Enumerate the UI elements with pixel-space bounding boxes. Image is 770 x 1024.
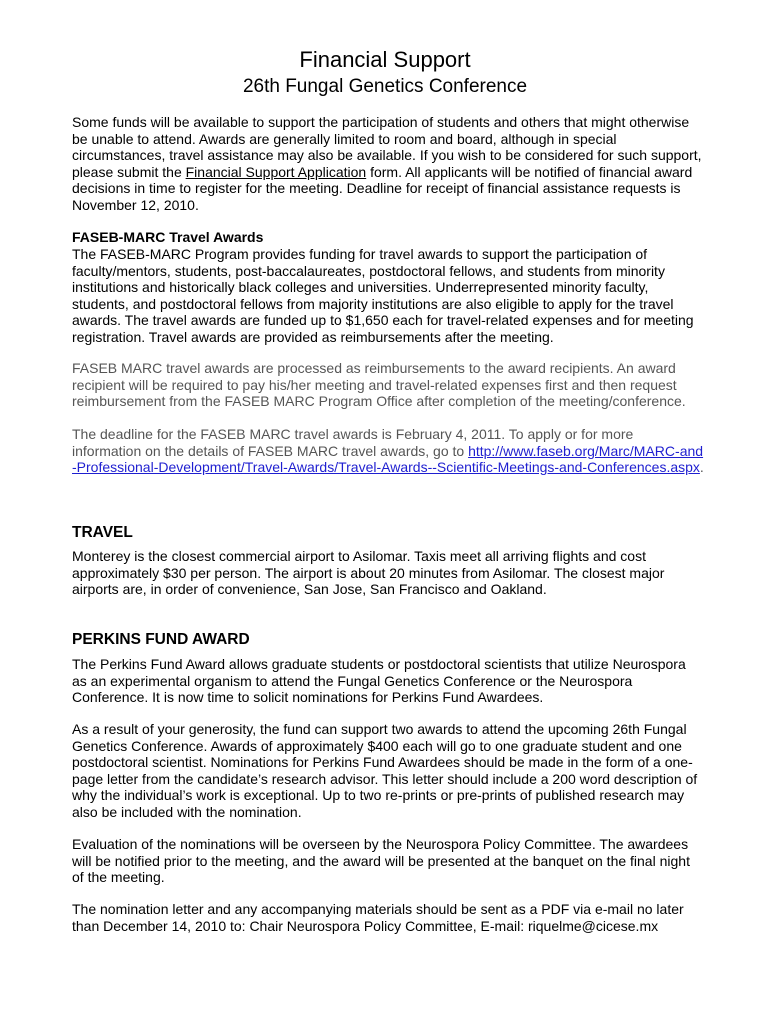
faseb-deadline-paragraph — [72, 426, 704, 476]
perkins-heading: PERKINS FUND AWARD — [72, 631, 250, 648]
perkins-paragraph-2: As a result of your generosity, the fund can support two awards to attend the upcoming 26th Fungal Genetics Conference. Awards of approximately $400 each will go to one graduate student and one postdoctoral scientist. Nominations for Perkins Fund Awardees should be made in the form of a one-page letter from the candidate’s research advisor. This letter should include a 200 word description of why the individual’s work is exceptional. Up to two re-prints or pre-prints of published research may also be included with the nomination. — [72, 721, 698, 820]
faseb-travel-awards-link[interactable]: http://www.faseb.org/Marc/MARC-and-Professional-Development/Travel-Awards/Travel-Awards--Scientific-Meetings-and-Conferences.aspx — [72, 442, 704, 475]
perkins-paragraph-1: The Perkins Fund Award allows graduate students or postdoctoral scientists that utilize Neurospora as an experimental organism to attend the Fungal Genetics Conference or the Neurospora Conference. It is now time to solicit nominations for Perkins Fund Awardees. — [72, 656, 686, 705]
travel-body: Monterey is the closest commercial airport to Asilomar. Taxis meet all arriving flights and cost approximately $30 per person. The airport is about 20 minutes from Asilomar. The closest major airports are, in order of convenience, San Jose, San Francisco and Oakland. — [72, 548, 665, 597]
faseb-deadline-text: The deadline for the FASEB MARC travel awards is February 4, 2011. To apply or for more information on the details of FASEB MARC travel awards, go to — [72, 426, 634, 459]
perkins-paragraph-4: The nomination letter and any accompanying materials should be sent as a PDF via e-mail no later than December 14, 2010 to: Chair Neurospora Policy Committee, E-mail: riquelme@cicese.mx — [72, 901, 684, 934]
intro-paragraph — [72, 114, 704, 213]
page-subtitle: 26th Fungal Genetics Conference — [242, 76, 528, 97]
faseb-reimbursement-note: FASEB MARC travel awards are processed as reimbursements to the award recipients. An award recipient will be required to pay his/her meeting and travel-related expenses first and then request reimbursement from the FASEB MARC Program Office after completion of the meeting/conference. — [72, 360, 686, 409]
faseb-body: The FASEB-MARC Program provides funding for travel awards to support the participation of faculty/mentors, students, post-baccalaureates, postdoctoral fellows, and students from minority institutions and historically black colleges and universities. Underrepresented minority faculty, students, and postdoctoral fellows from majority institutions are also eligible to apply for the travel awards. The travel awards are funded up to $1,650 each for travel-related expenses and for meeting registration. Travel awards are provided as reimbursements after the meeting. — [72, 246, 694, 345]
travel-heading: TRAVEL — [72, 524, 133, 541]
financial-support-application-link[interactable]: Financial Support Application — [185, 163, 367, 180]
intro-text-after: form. All applicants will be notified of financial award decisions in time to register for the meeting. Deadline for receipt of financial assistance requests is November 12, 2010. — [72, 163, 693, 213]
faseb-url-suffix: . — [699, 459, 704, 475]
intro-text-before: Some funds will be available to support the participation of students and others that might otherwise be unable to attend. Awards are generally limited to room and board, although in special circumstances, travel assistance may also be available. If you wish to be considered for such support, please submit the — [72, 114, 702, 180]
page-title: Financial Support — [299, 47, 471, 72]
perkins-paragraph-3: Evaluation of the nominations will be overseen by the Neurospora Policy Committee. The awardees will be notified prior to the meeting, and the award will be presented at the banquet on the final night of the meeting. — [72, 836, 690, 885]
faseb-heading: FASEB-MARC Travel Awards — [72, 229, 264, 245]
